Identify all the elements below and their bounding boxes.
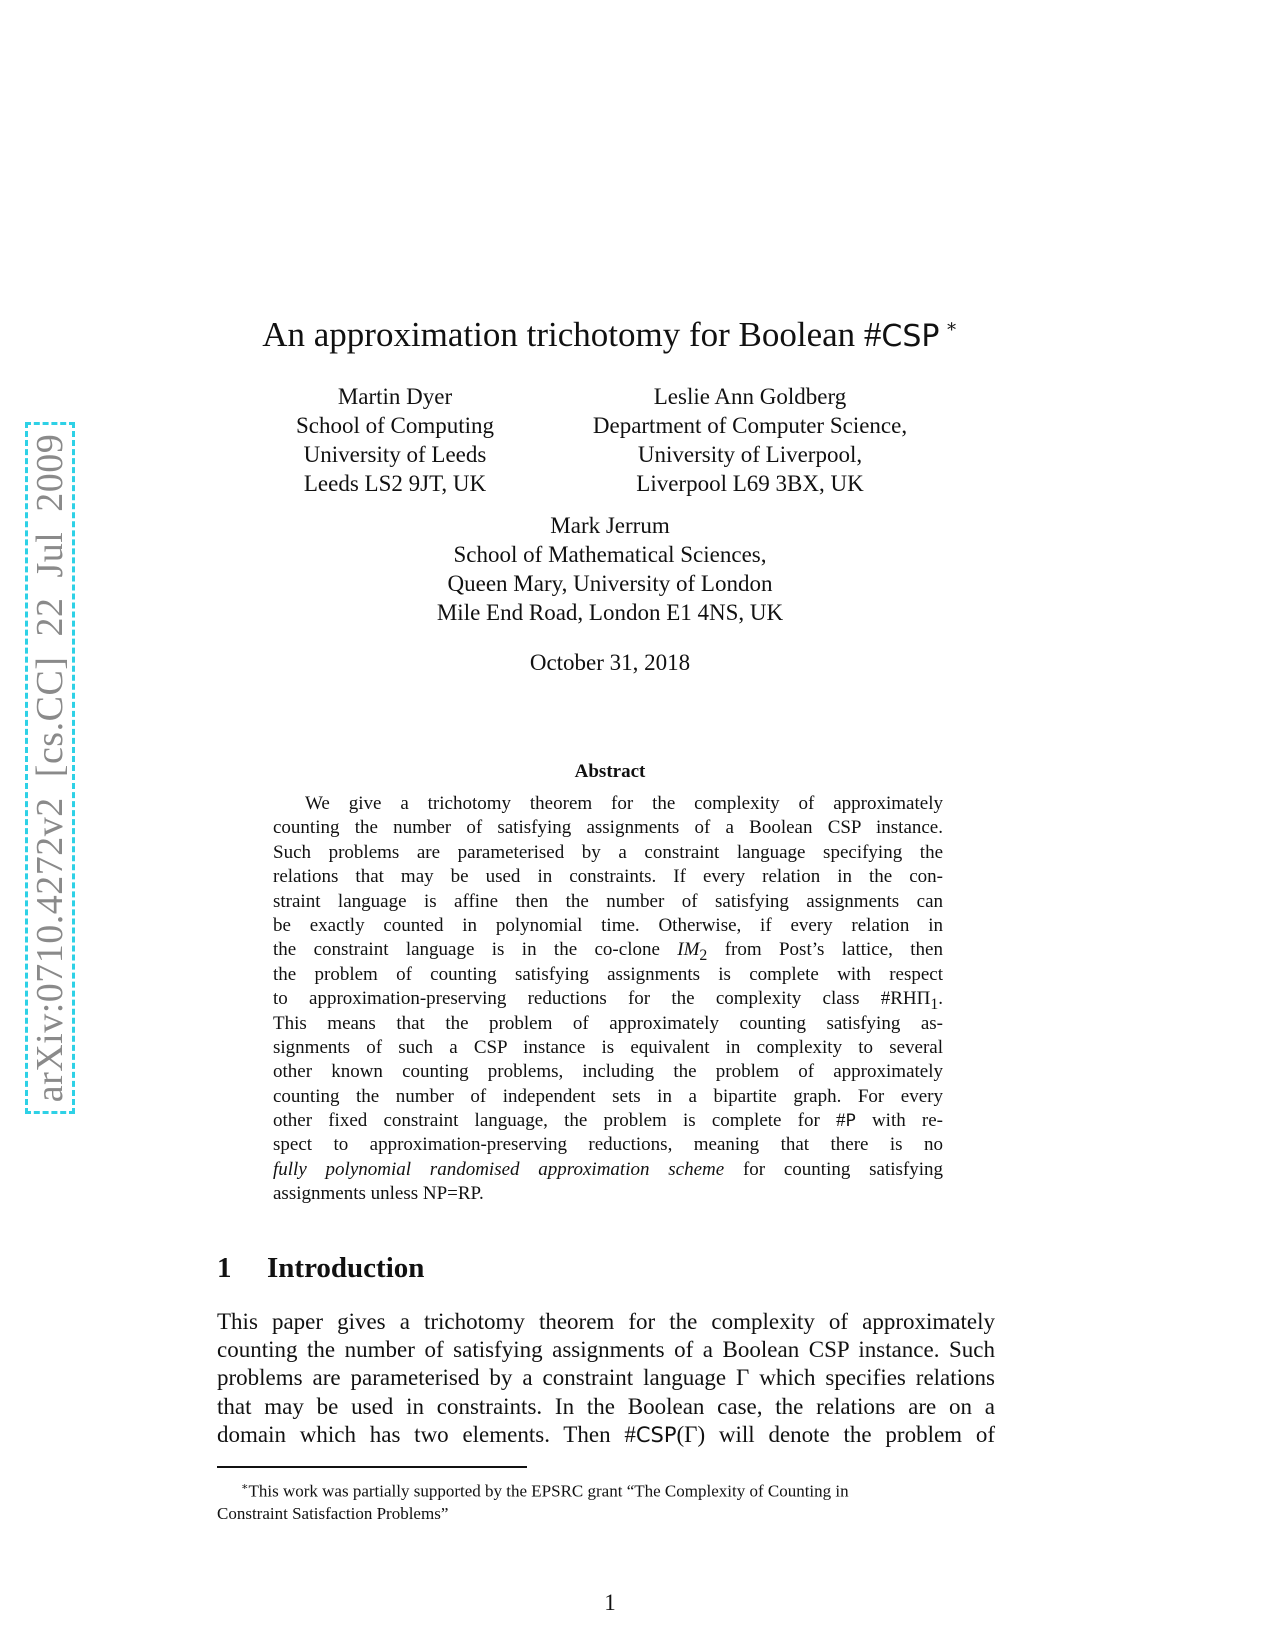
text-run: .	[938, 988, 943, 1010]
author-affiliation-line: University of Liverpool,	[637, 442, 863, 467]
text-run: from Post’s lattice, then	[724, 939, 943, 961]
text-run: This work was partially supported by the EPSRC grant “The Complexity of Counting in	[248, 1481, 849, 1501]
footnote-line	[217, 1476, 995, 1503]
intro-line: This paper gives a trichotomy theorem for the complexity of approximately	[217, 1309, 995, 1334]
csp-term: CSP	[635, 1422, 677, 1447]
author-affiliation-line: Mile End Road, London E1 4NS, UK	[436, 600, 784, 625]
text-run: to approximation-preserving reductions for the complexity class #RHΠ	[273, 988, 931, 1010]
title-csp: CSP	[881, 319, 940, 354]
section-heading-introduction	[217, 1252, 424, 1285]
intro-line: counting the number of satisfying assignments of a Boolean CSP instance. Such	[217, 1337, 995, 1363]
author-name: Martin Dyer	[337, 384, 453, 409]
footnote-line: Constraint Satisfaction Problems”	[217, 1503, 449, 1523]
arxiv-stamp-text: arXiv:0710.4272v2 [cs.CC] 22 Jul 2009	[29, 433, 71, 1103]
abstract-line: spect to approximation-preserving reductions, meaning that there is no	[273, 1134, 943, 1156]
introduction-body	[217, 1308, 995, 1449]
author-affiliation-line: University of Leeds	[303, 442, 487, 467]
abstract-line: signments of such a CSP instance is equivalent in complexity to several	[273, 1036, 943, 1058]
abstract-heading: Abstract	[574, 761, 646, 782]
intro-line: problems are parameterised by a constraint language Γ which specifies relations	[217, 1365, 995, 1391]
author-affiliation-line: School of Mathematical Sciences,	[453, 542, 767, 567]
section-number: 1	[217, 1252, 232, 1284]
abstract-line: assignments unless NP=RP.	[273, 1183, 484, 1205]
math-subscript: 2	[699, 947, 708, 965]
text-run: the constraint language is in the co-clone	[273, 939, 660, 961]
abstract-line	[273, 987, 943, 1011]
math-subscript: 1	[930, 995, 939, 1013]
abstract-line	[273, 938, 943, 965]
author-name: Leslie Ann Goldberg	[653, 384, 847, 409]
section-title: Introduction	[267, 1252, 425, 1284]
abstract-line: the problem of counting satisfying assignments is complete with respect	[273, 963, 943, 985]
abstract-line: Such problems are parameterised by a constraint language specifying the	[273, 841, 943, 863]
footnote-mark: ∗	[241, 1481, 249, 1493]
text-run: (Γ) will denote the problem of	[676, 1421, 995, 1447]
arxiv-stamp[interactable]	[25, 422, 75, 1114]
abstract-body	[273, 792, 943, 1207]
abstract-line: straint language is affine then the number of satisfying assignments can	[273, 890, 943, 912]
text-run: other fixed constraint language, the problem is complete for #	[273, 1110, 846, 1132]
page-number: 1	[604, 1590, 616, 1615]
text-run: with re-	[871, 1110, 944, 1132]
abstract-line: be exactly counted in polynomial time. Otherwise, if every relation in	[273, 914, 943, 936]
title-footnote-mark[interactable]: ∗	[945, 316, 958, 336]
footnote-rule	[217, 1466, 527, 1468]
footnote	[217, 1476, 995, 1525]
abstract-line: counting the number of independent sets in a bipartite graph. For every	[273, 1085, 943, 1107]
author-affiliation-line: Leeds LS2 9JT, UK	[303, 471, 487, 496]
intro-line: that may be used in constraints. In the Boolean case, the relations are on a	[217, 1393, 995, 1419]
abstract-line	[273, 1109, 943, 1133]
text-run: domain which has two elements. Then #	[217, 1421, 636, 1447]
intro-line	[217, 1421, 995, 1449]
author-affiliation-line: Liverpool L69 3BX, UK	[636, 471, 864, 496]
author-block-goldberg	[555, 382, 945, 498]
author-name: Mark Jerrum	[550, 513, 670, 538]
abstract-line: other known counting problems, including the problem of approximately	[273, 1061, 943, 1083]
author-block-jerrum	[360, 511, 860, 627]
abstract-line: This means that the problem of approximately counting satisfying as-	[273, 1012, 943, 1034]
paper-title	[0, 306, 1220, 357]
author-affiliation-line: School of Computing	[295, 413, 495, 438]
author-affiliation-line: Department of Computer Science,	[592, 413, 908, 438]
paper-date: October 31, 2018	[529, 650, 691, 675]
complexity-class-p: P	[845, 1111, 856, 1132]
math-im: IM	[677, 939, 700, 961]
abstract-line: counting the number of satisfying assignments of a Boolean CSP instance.	[273, 817, 943, 839]
author-block-dyer	[255, 382, 535, 498]
abstract-line	[273, 1158, 943, 1182]
author-affiliation-line: Queen Mary, University of London	[447, 571, 773, 596]
abstract-line: We give a trichotomy theorem for the complexity of approximately	[305, 793, 943, 814]
abstract-line: relations that may be used in constraints. If every relation in the con-	[273, 866, 943, 888]
text-run: for counting satisfying	[742, 1158, 944, 1180]
emphasis-fpras: fully polynomial randomised approximation scheme	[273, 1158, 725, 1180]
title-prefix: An approximation trichotomy for Boolean #	[262, 315, 882, 354]
